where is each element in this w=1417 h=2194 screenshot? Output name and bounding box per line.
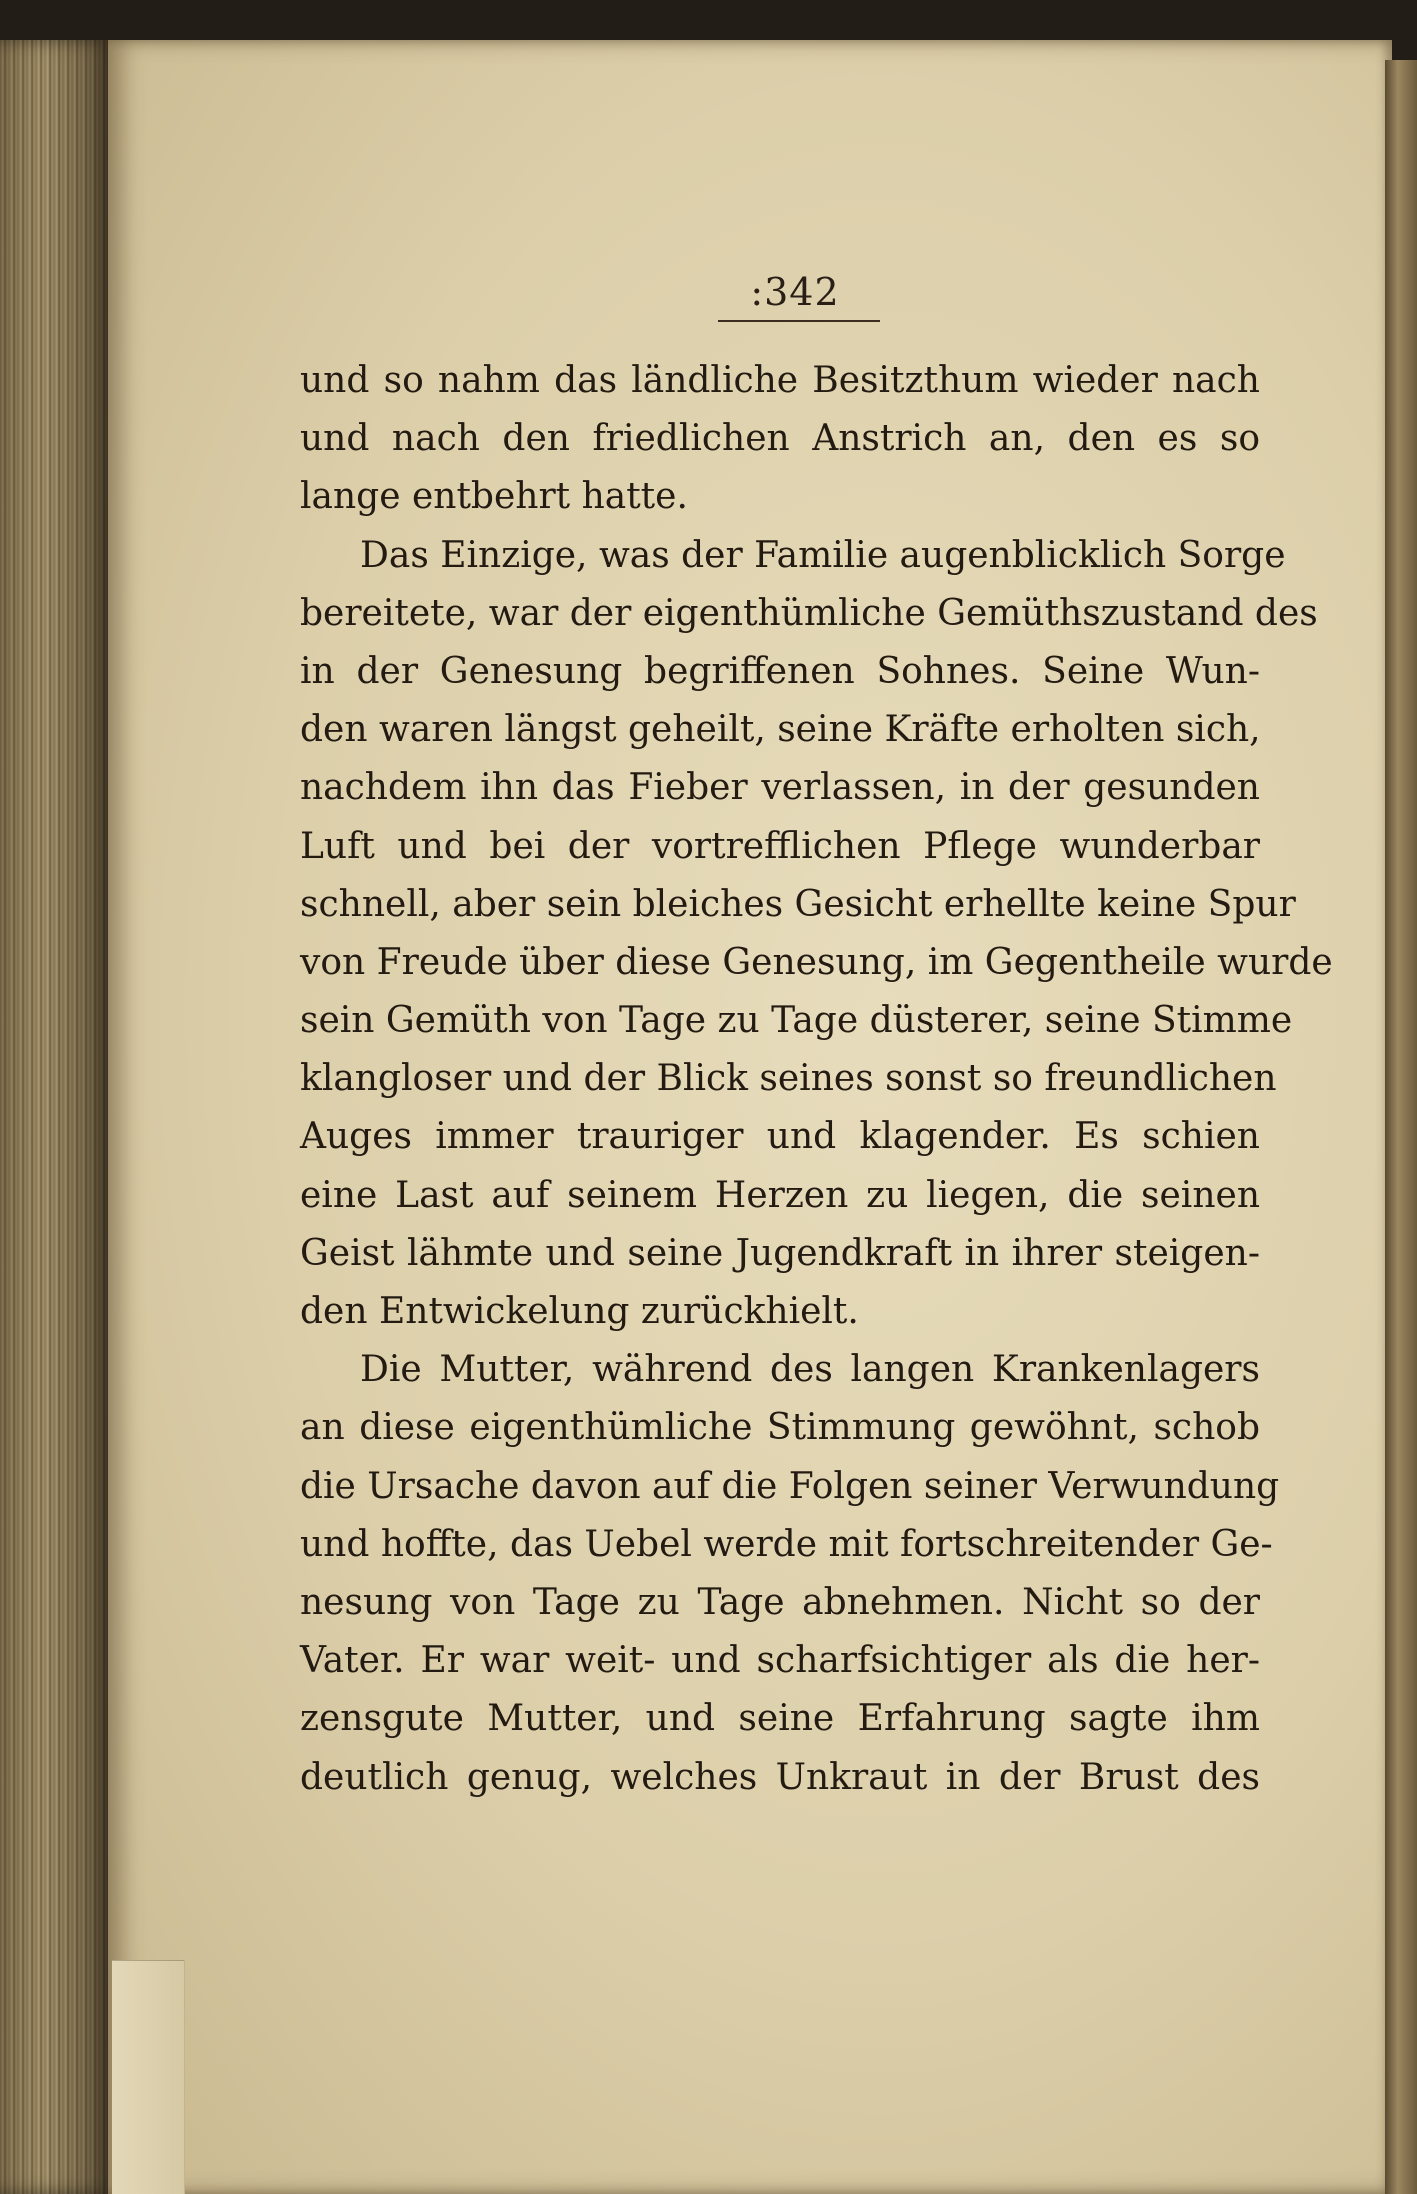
page-number: :342: [750, 270, 840, 314]
text-line: und so nahm das ländliche Besitzthum wieder nach: [300, 360, 1260, 401]
previous-pages-edge: [0, 40, 112, 2194]
text-line: deutlich genug, welches Unkraut in der Brust des: [300, 1756, 1260, 1798]
text-line: Das Einzige, was der Familie augenblicklich Sorge: [360, 534, 1286, 576]
text-line: Luft und bei der vortrefflichen Pflege wunderbar: [300, 825, 1260, 867]
text-line: lange entbehrt hatte.: [300, 476, 688, 518]
text-line: zensgute Mutter, und seine Erfahrung sagte ihm: [300, 1698, 1260, 1740]
text-line: schnell, aber sein bleiches Gesicht erhellte keine Spur: [300, 883, 1296, 925]
text-line: eine Last auf seinem Herzen zu liegen, die seinen: [300, 1174, 1260, 1216]
text-line: an diese eigenthümliche Stimmung gewöhnt, schob: [300, 1407, 1260, 1449]
page-number-rule: [718, 320, 880, 322]
text-line: in der Genesung begriffenen Sohnes. Seine Wun-: [300, 650, 1260, 692]
right-page-edge: [1385, 60, 1417, 2194]
text-line: nesung von Tage zu Tage abnehmen. Nicht so der: [300, 1581, 1260, 1623]
text-line: und hoffte, das Uebel werde mit fortschreitender Ge-: [300, 1523, 1273, 1565]
text-line: die Ursache davon auf die Folgen seiner Verwundung: [300, 1465, 1280, 1507]
body-text: [300, 352, 1333, 1807]
text-line: sein Gemüth von Tage zu Tage düsterer, seine Stimme: [300, 1000, 1293, 1042]
text-line: Die Mutter, während des langen Krankenlagers: [360, 1349, 1260, 1391]
text-line: Auges immer trauriger und klagender. Es schien: [300, 1116, 1260, 1158]
text-line: und nach den friedlichen Anstrich an, den es so: [300, 418, 1260, 460]
text-line: Vater. Er war weit- und scharfsichtiger als die her-: [300, 1640, 1260, 1682]
text-line: nachdem ihn das Fieber verlassen, in der gesunden: [300, 767, 1260, 809]
text-line: klangloser und der Blick seines sonst so freundlichen: [300, 1058, 1277, 1100]
text-line: den waren längst geheilt, seine Kräfte erholten sich,: [300, 709, 1261, 751]
text-line: von Freude über diese Genesung, im Gegentheile wurde: [300, 941, 1333, 983]
text-line: den Entwickelung zurückhielt.: [300, 1291, 859, 1332]
text-line: bereitete, war der eigenthümliche Gemüthszustand des: [300, 592, 1318, 634]
page-corner: [112, 1960, 185, 2194]
text-line: Geist lähmte und seine Jugendkraft in ihrer steigen-: [300, 1232, 1260, 1274]
